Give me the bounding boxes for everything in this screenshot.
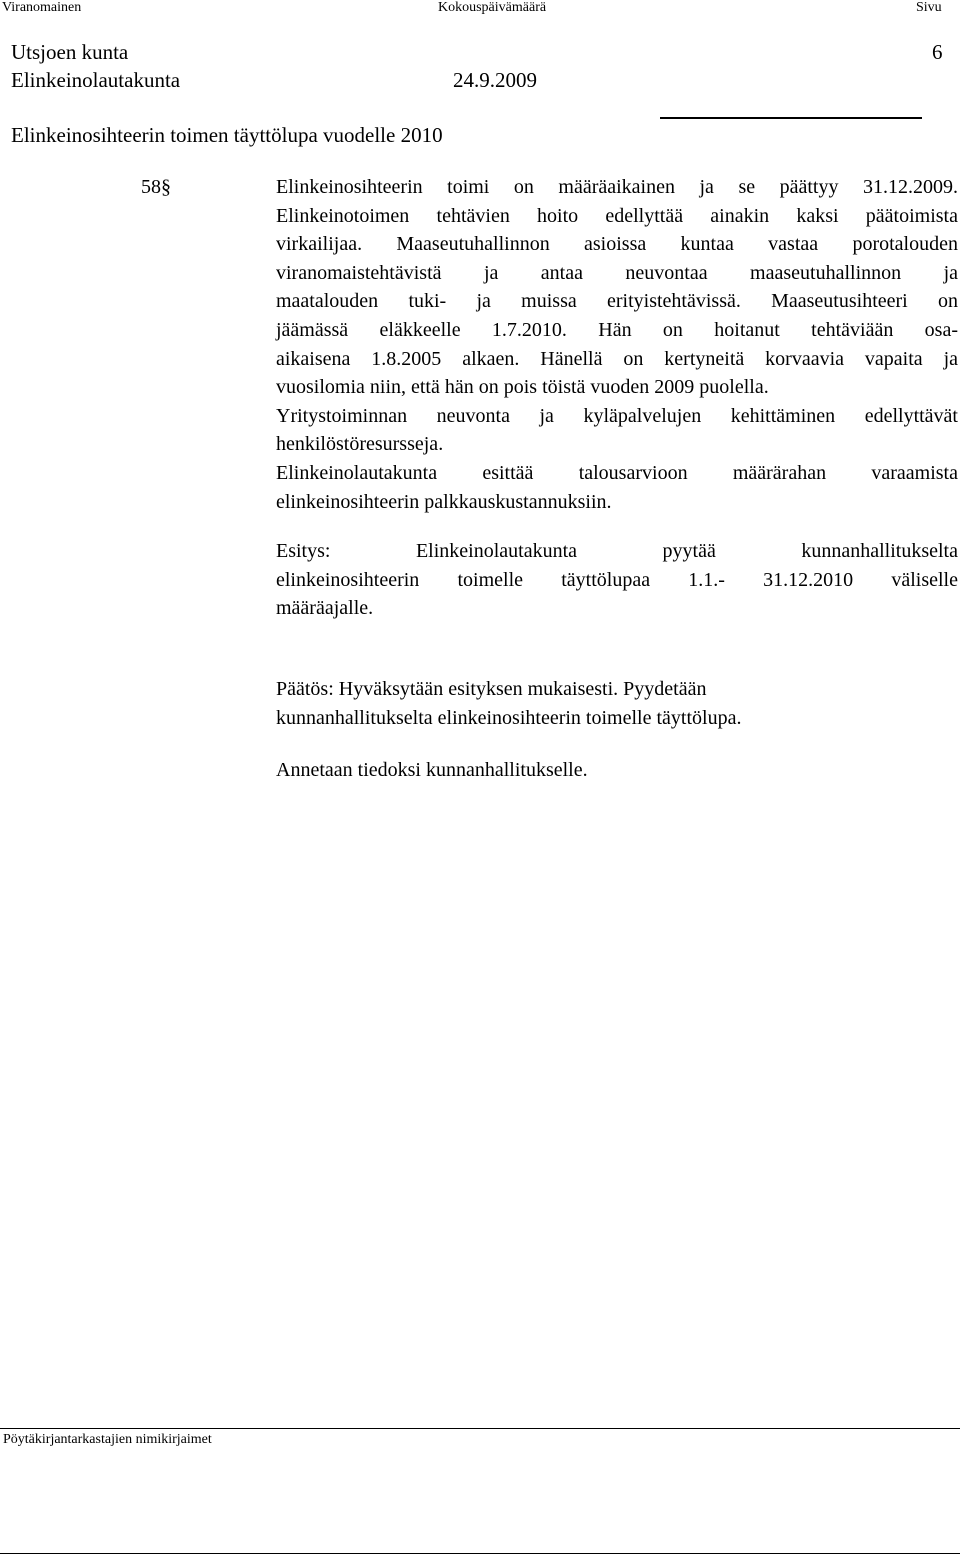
body-line: vuosilomia niin, että hän on pois töistä vuoden 2009 puolella. [276, 376, 769, 399]
body-line: jäämässä eläkkeelle 1.7.2010. Hän on hoitanut tehtäviään osa- [276, 318, 958, 341]
decision-line: kunnanhallitukselta elinkeinosihteerin toimelle täyttölupa. [276, 706, 742, 729]
body-line: Elinkeinolautakunta esittää talousarvioon määrärahan varaamista [276, 461, 958, 484]
header-meeting-date-label: Kokouspäivämäärä [438, 0, 547, 15]
header-page-label: Sivu [916, 0, 942, 15]
body-line: viranomaistehtävistä ja antaa neuvontaa maaseutuhallinnon ja [276, 261, 958, 284]
body-line: Elinkeinotoimen tehtävien hoito edellyttää ainakin kaksi päätoimista [276, 204, 958, 227]
body-line: maatalouden tuki- ja muissa erityistehtävissä. Maaseutusihteeri on [276, 290, 958, 313]
proposal [276, 537, 958, 623]
proposal-line: Esitys: Elinkeinolautakunta pyytää kunnanhallitukselta [276, 540, 958, 562]
proposal-line: elinkeinosihteerin toimelle täyttölupaa 1.1.- 31.12.2010 väliselle [276, 568, 958, 591]
proposal-line: määräajalle. [276, 597, 374, 620]
page-number: 6 [932, 40, 943, 64]
decision-line: Päätös: Hyväksytään esityksen mukaisesti. Pyydetään [276, 678, 707, 700]
item-number [141, 176, 171, 199]
item-number-value: 58 [141, 176, 161, 198]
signature-box-bottom [0, 1553, 960, 1554]
body-line: Yritystoiminnan neuvonta ja kyläpalvelujen kehittäminen edellyttävät [276, 404, 958, 427]
body-line: Elinkeinosihteerin toimi on määräaikainen ja se päättyy 31.12.2009. [276, 176, 958, 198]
item-body [276, 173, 958, 516]
notice: Annetaan tiedoksi kunnanhallitukselle. [276, 759, 588, 781]
body-line: aikaisena 1.8.2005 alkaen. Hänellä on kertyneitä korvaavia vapaita ja [276, 347, 958, 370]
section-sign: § [161, 176, 171, 198]
body-line: virkailijaa. Maaseutuhallinnon asioissa kuntaa vastaa porotalouden [276, 233, 958, 256]
municipality-name: Utsjoen kunta [11, 40, 129, 64]
decision [276, 675, 958, 732]
header-rule [660, 117, 922, 119]
section-title: Elinkeinosihteerin toimen täyttölupa vuodelle 2010 [11, 123, 443, 147]
footer-rule [0, 1428, 960, 1429]
body-line: henkilöstöresursseja. [276, 433, 444, 456]
body-line: elinkeinosihteerin palkkauskustannuksiin. [276, 490, 612, 513]
committee-name: Elinkeinolautakunta [11, 68, 181, 92]
signature-label: Pöytäkirjantarkastajien nimikirjaimet [3, 1432, 212, 1447]
meeting-date: 24.9.2009 [453, 68, 537, 92]
header-authority-label: Viranomainen [2, 0, 82, 15]
